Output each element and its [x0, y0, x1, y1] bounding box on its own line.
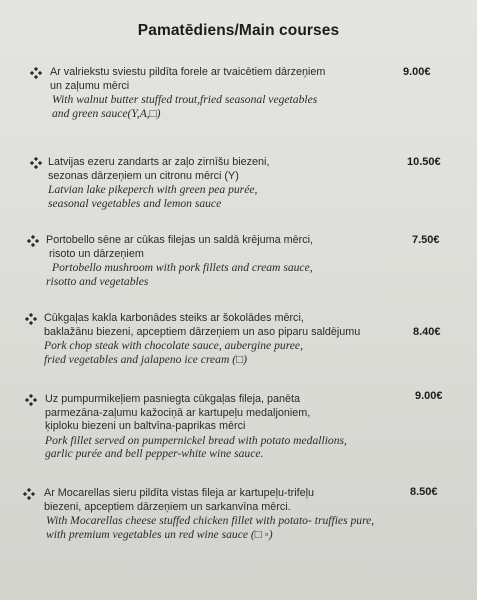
dish-name-lv: sezonas dārzeņiem un citronu mērci (Y) — [48, 169, 239, 182]
dish-name-lv: Portobello sēne ar cūkas filejas un saldā krējuma mērci, — [46, 234, 314, 246]
dish-name-lv: risoto un dārzeņiem — [49, 247, 144, 260]
dish-name-lv: Ar valriekstu sviestu pildīta forele ar tvaicētiem dārzeņiem — [50, 66, 326, 78]
dish-price: 10.50€ — [407, 156, 441, 168]
page-title: Pamatēdiens/Main courses — [137, 22, 340, 39]
dish-price: 9.00€ — [415, 390, 443, 402]
diamond-bullet-icon — [23, 488, 35, 500]
dish-price: 7.50€ — [412, 234, 440, 246]
dish-name-lv: parmezāna-zaļumu kažociņā ar kartupeļu medaljoniem, — [45, 406, 311, 419]
dish-name-en: With Mocarellas cheese stuffed chicken fillet with potato- truffies pure, — [46, 514, 375, 527]
diamond-bullet-icon — [25, 394, 37, 406]
diamond-bullet-icon — [30, 67, 42, 79]
dish-name-lv: Latvijas ezeru zandarts ar zaļo zirnīšu biezeni, — [48, 156, 270, 168]
dish-name-en: Latvian lake pikeperch with green pea purée, — [48, 183, 258, 196]
diamond-bullet-icon — [25, 313, 37, 325]
dish-name-lv: Cūkgaļas kakla karbonādes steiks ar šokolādes mērci, — [44, 312, 304, 324]
dish-name-en: and green sauce(Y,A,□) — [52, 106, 161, 120]
dish-name-lv: Uz pumpurmikeļiem pasniegta cūkgaļas fileja, panēta — [45, 393, 301, 405]
dish-name-en: with premium vegetables un red wine sauce (□ ◦) — [46, 527, 273, 541]
diamond-bullet-icon — [30, 157, 42, 169]
dish-name-en: fried vegetables and jalapeno ice cream (□) — [44, 352, 247, 366]
dish-name-lv: ķiploku biezeni un baltvīna-paprikas mērci — [45, 420, 246, 432]
dish-price: 8.40€ — [413, 326, 441, 338]
dish-name-en: seasonal vegetables and lemon sauce — [48, 196, 222, 210]
dish-name-lv: un zaļumu mērci — [50, 79, 130, 92]
dish-price: 8.50€ — [410, 486, 438, 498]
dish-name-en: risotto and vegetables — [46, 274, 149, 288]
dish-name-en: garlic purée and bell pepper-white wine sauce. — [45, 447, 264, 460]
dish-name-lv: Ar Mocarellas sieru pildīta vistas fileja ar kartupeļu-trifeļu — [44, 487, 315, 499]
dish-name-en: Pork chop steak with chocolate sauce, aubergine puree, — [44, 339, 303, 352]
dish-name-en: With walnut butter stuffed trout,fried seasonal vegetables — [52, 93, 318, 106]
diamond-bullet-icon — [27, 235, 39, 247]
dish-name-lv: baklažānu biezeni, apceptiem dārzeņiem un aso piparu saldējumu — [44, 325, 361, 338]
dish-name-en: Pork fillet served on pumpernickel bread with potato medallions, — [45, 433, 347, 447]
dish-name-lv: biezeni, apceptiem dārzeņiem un sarkanvīna mērci. — [44, 500, 291, 513]
dish-name-en: Portobello mushroom with pork fillets and cream sauce, — [52, 261, 313, 274]
dish-price: 9.00€ — [403, 66, 431, 78]
